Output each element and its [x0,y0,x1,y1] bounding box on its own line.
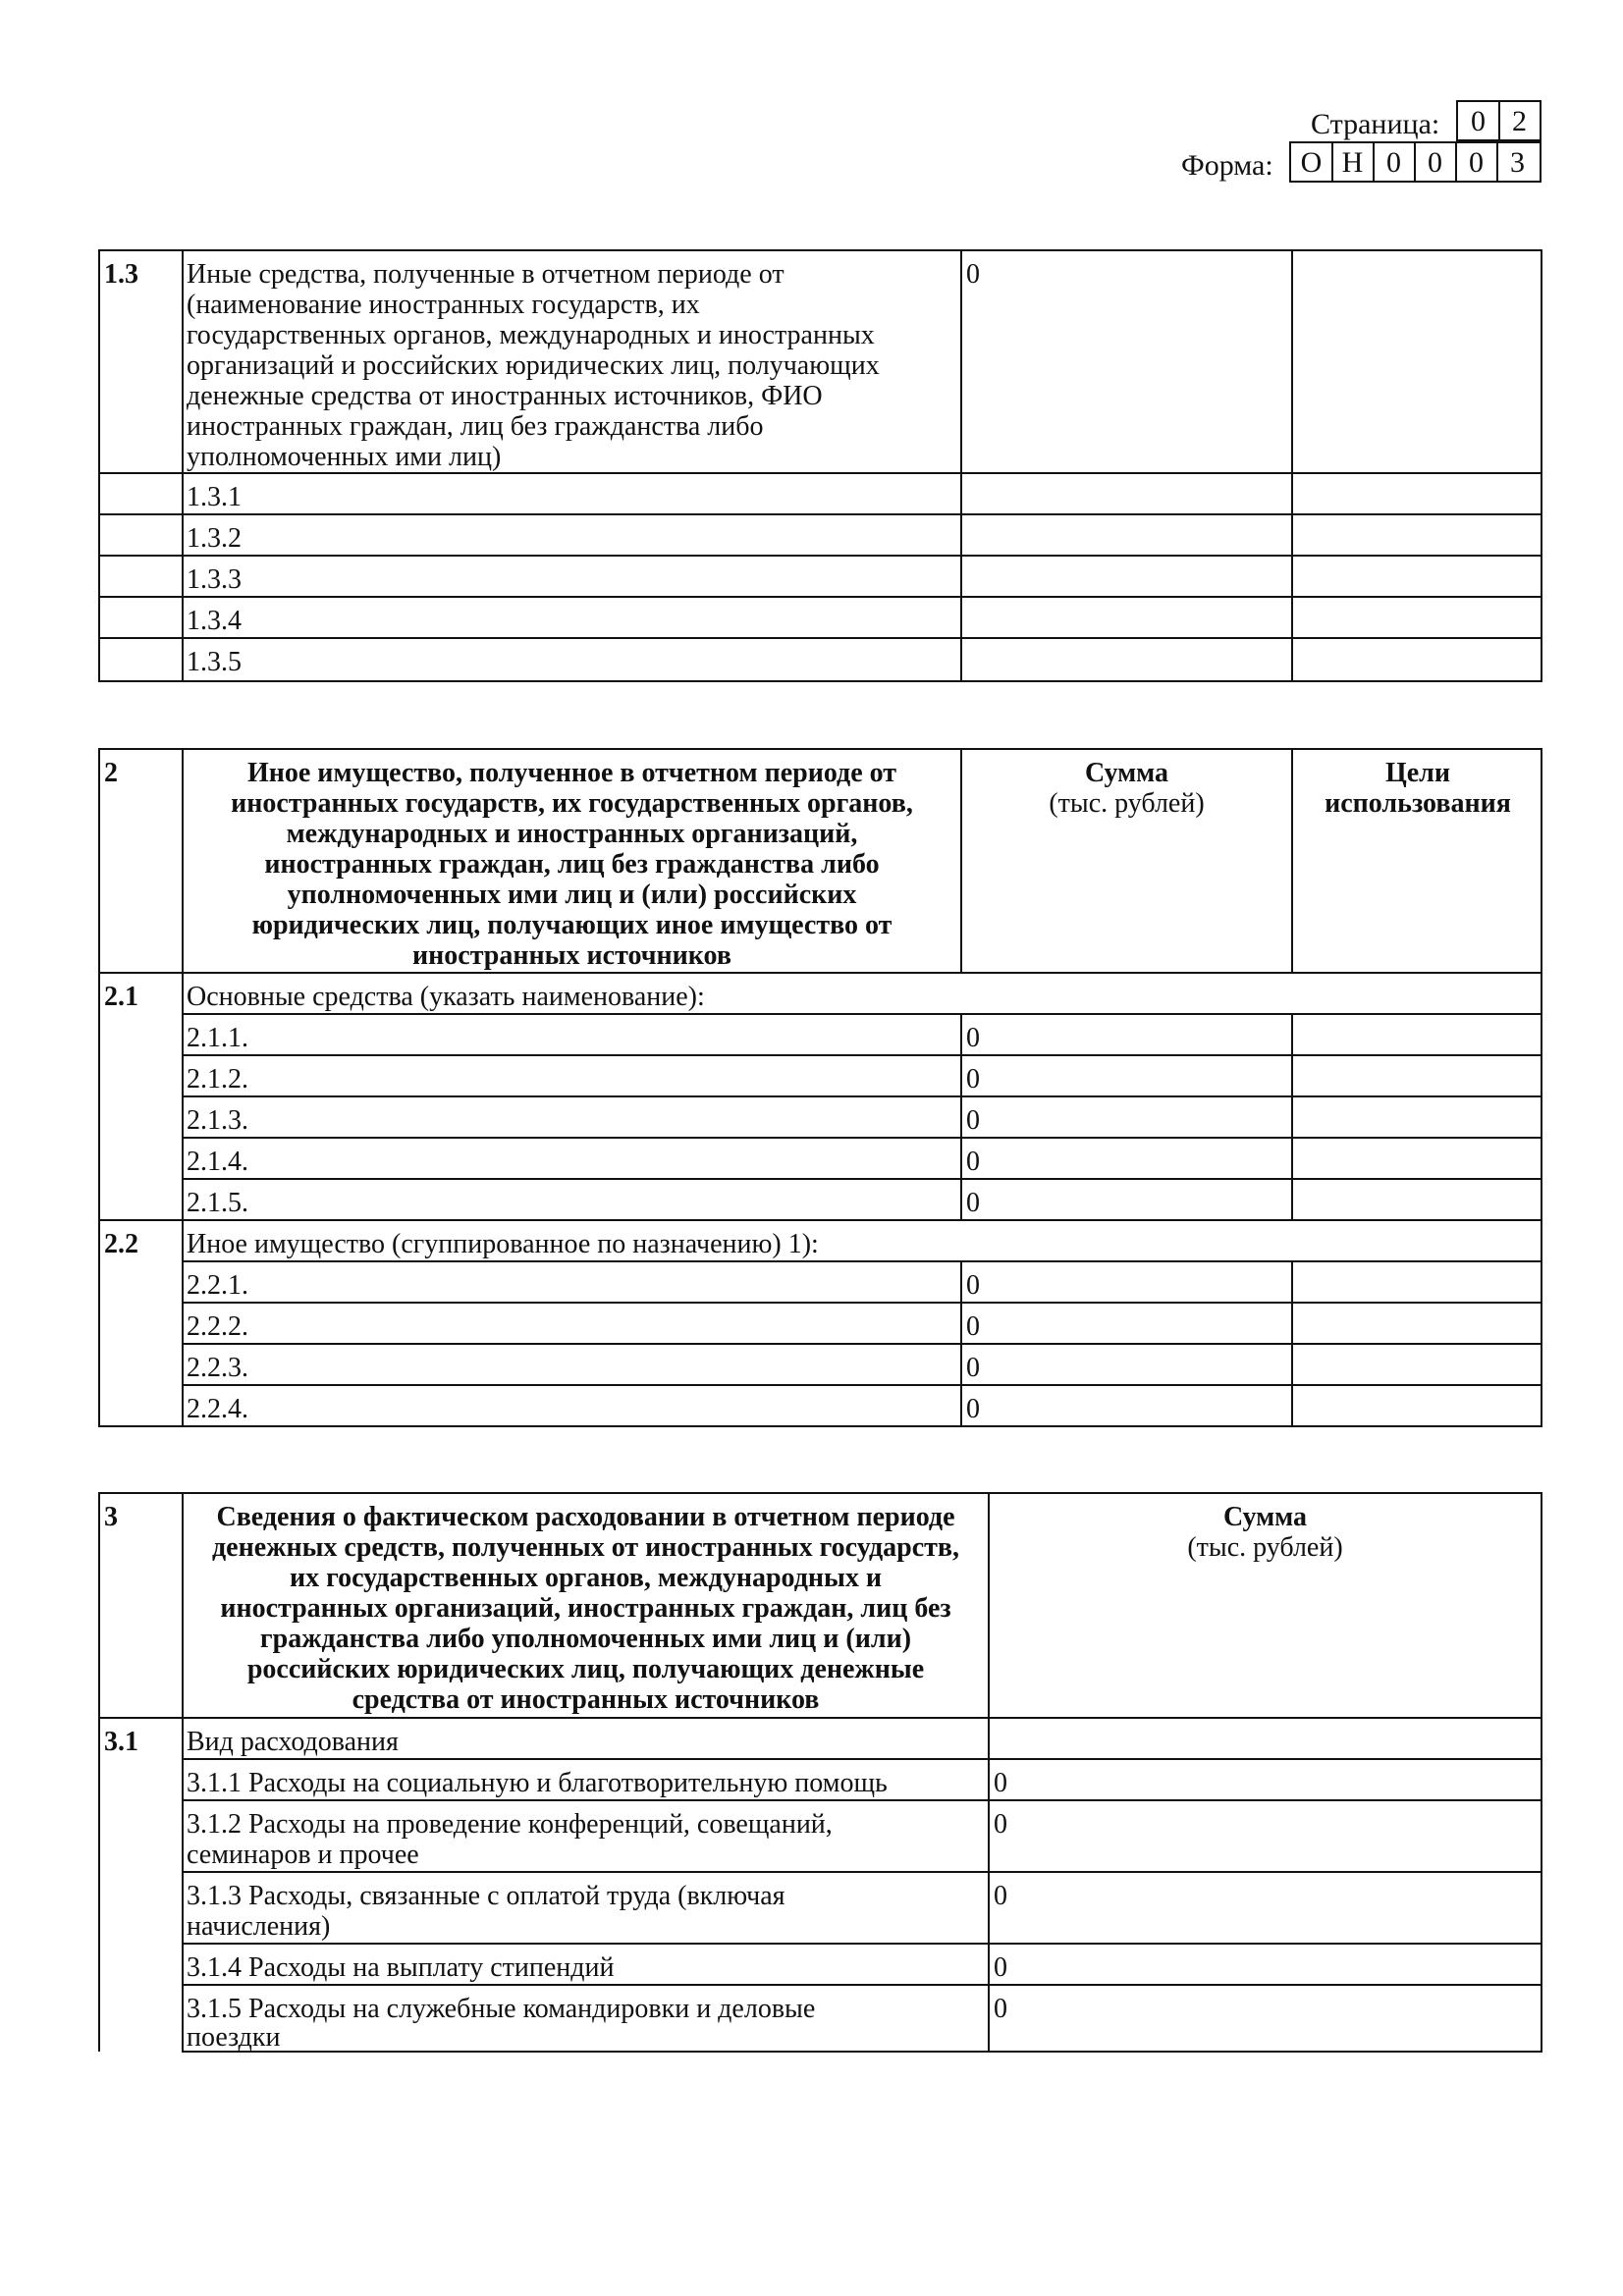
page-digit: 2 [1512,105,1527,137]
expense-row-label: 3.1.3 Расходы, связанные с оплатой труда (включая [187,1881,785,1911]
row-value: 0 [966,1105,980,1136]
page-number-boxes [1456,100,1542,141]
row-code: 2.2.2. [187,1311,248,1342]
row-code: 2.1.5. [187,1188,248,1218]
form-digit: 0 [1428,146,1442,179]
section-header-line: международных и иностранных организаций, [286,819,858,849]
expense-row-label: 3.1.2 Расходы на проведение конференций, совещаний, [187,1809,833,1840]
purpose-column-title: Цели [1384,758,1451,788]
section-title-line: государственных органов, международных и иностранных [187,320,875,350]
row-value: 0 [966,1147,980,1177]
section-title-line: денежные средства от иностранных источников, ФИО [187,381,823,411]
sum-column-title: Сумма [1222,1502,1308,1532]
expense-row-value: 0 [994,1881,1007,1911]
row-code: 2.2.1. [187,1270,248,1301]
row-value: 0 [966,1311,980,1342]
subsection-label: Основные средства (указать наименование): [187,982,705,1012]
form-digit: 0 [1469,146,1484,179]
form-label: Форма: [1181,149,1273,182]
row-code: 2.2.3. [187,1353,248,1383]
section-number: 1.3 [104,259,138,290]
expense-row-label: 3.1.4 Расходы на выплату стипендий [187,1952,615,1983]
form-code-boxes [1289,141,1542,183]
section-header-line: гражданства либо уполномоченных ими лиц и (или) [259,1624,912,1654]
section-header-line: уполномоченных ими лиц и (или) российских [287,880,857,910]
row-value: 0 [966,1188,980,1218]
section-number: 3 [104,1502,118,1532]
page-label: Страница: [1311,108,1440,140]
section-header-line: Сведения о фактическом расходовании в отчетном периоде [216,1502,955,1532]
row-code: 1.3.1 [187,482,242,512]
row-code: 2.1.2. [187,1064,248,1095]
sum-column-unit: (тыс. рублей) [1187,1532,1343,1563]
section-header-line: юридических лиц, получающих иное имущество от [251,910,893,940]
row-code: 1.3.3 [187,564,242,595]
expense-row-value: 0 [994,1768,1007,1798]
row-code: 2.1.4. [187,1147,248,1177]
form-digit: О [1300,146,1323,179]
section-header-line: средства от иностранных источников [352,1684,820,1715]
row-value: 0 [966,1023,980,1053]
section-header-line: иностранных организаций, иностранных граждан, лиц без [220,1593,951,1624]
purpose-column-title: использования [1325,788,1511,819]
section-title-line: иностранных граждан, лиц без гражданства либо [187,411,764,442]
section-number: 2 [104,758,118,788]
expense-row-label-cont: семинаров и прочее [187,1840,419,1870]
expense-row-label-cont: начисления) [187,1911,331,1942]
subsection-number: 2.2 [104,1229,138,1259]
section-header-line: Иное имущество, полученное в отчетном периоде от [246,758,897,788]
row-value: 0 [966,1353,980,1383]
section-value: 0 [966,259,980,290]
subsection-number: 2.1 [104,982,138,1012]
subsection-number: 3.1 [104,1727,138,1757]
expense-row-label: 3.1.5 Расходы на служебные командировки и деловые [187,1994,816,2024]
section-title-line: (наименование иностранных государств, их [187,290,700,320]
expense-row-value: 0 [994,1994,1007,2024]
section-header-line: иностранных государств, их государственных органов, [231,788,913,819]
row-code: 1.3.5 [187,647,242,677]
row-value: 0 [966,1064,980,1095]
section-header-line: иностранных граждан, лиц без гражданства либо [264,849,880,880]
section-title-line: Иные средства, полученные в отчетном периоде от [187,259,784,290]
section-header-line: их государственных органов, международных и [289,1563,883,1593]
form-digit: 3 [1510,146,1525,179]
expense-row-label-cont: поездки [187,2022,281,2053]
section-header-line: российских юридических лиц, получающих денежные [246,1654,925,1684]
subsection-label: Вид расходования [187,1727,399,1757]
row-value: 0 [966,1394,980,1424]
section-header-line: денежных средств, полученных от иностранных государств, [211,1532,960,1563]
row-code: 2.2.4. [187,1394,248,1424]
sum-column-title: Сумма [1084,758,1169,788]
row-value: 0 [966,1270,980,1301]
section-header-line: иностранных источников [412,940,731,971]
form-digit: 0 [1386,146,1401,179]
expense-row-value: 0 [994,1952,1007,1983]
sum-column-unit: (тыс. рублей) [1049,788,1205,819]
expense-row-value: 0 [994,1809,1007,1840]
row-code: 2.1.1. [187,1023,248,1053]
section-title-line: уполномоченных ими лиц) [187,442,502,472]
section-title-line: организаций и российских юридических лиц, получающих [187,350,880,381]
form-digit: Н [1341,146,1364,179]
page-digit: 0 [1471,105,1486,137]
row-code: 2.1.3. [187,1105,248,1136]
row-code: 1.3.4 [187,606,242,636]
row-code: 1.3.2 [187,523,242,554]
subsection-label: Иное имущество (сгуппированное по назначению) 1): [187,1229,819,1259]
expense-row-label: 3.1.1 Расходы на социальную и благотворительную помощь [187,1768,888,1798]
